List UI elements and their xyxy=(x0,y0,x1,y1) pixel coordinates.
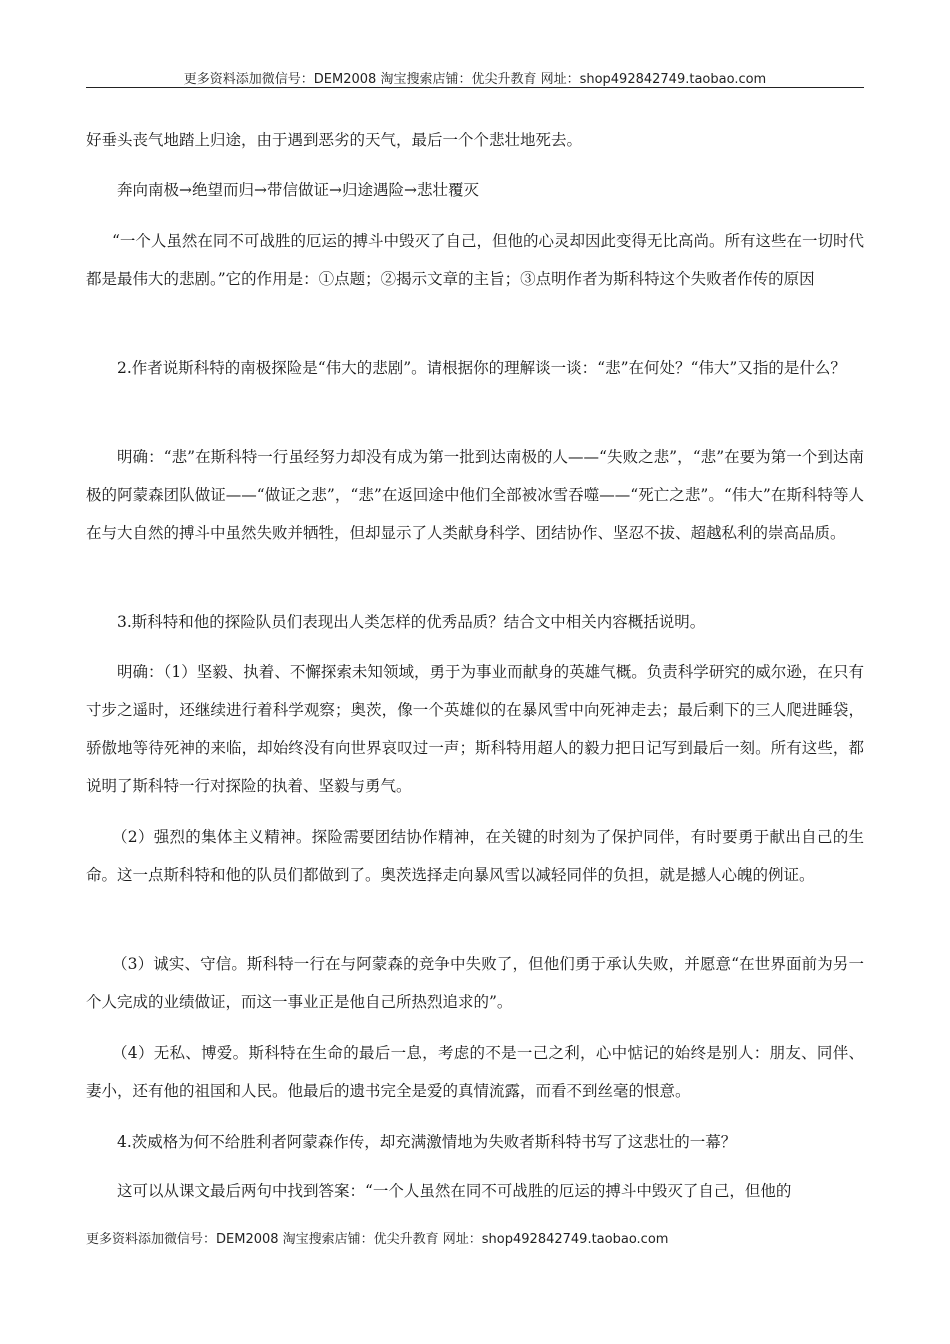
answer-4-start: 这可以从课文最后两句中找到答案：“一个人虽然在同不可战胜的厄运的搏斗中毁灭了自己，但他的 xyxy=(117,1182,792,1200)
question-2: 2.作者说斯科特的南极探险是“伟大的悲剧”。请根据你的理解谈一谈：“悲”在何处？“伟大”又指的是什么？ xyxy=(117,359,846,377)
paragraph-continuation: 好垂头丧气地踏上归途，由于遇到恶劣的天气，最后一个个悲壮地死去。 xyxy=(86,131,583,149)
answer-3-point-3: （3）诚实、守信。斯科特一行在与阿蒙森的竞争中失败了，但他们勇于承认失败，并愿意“在世界面前为另一个人完成的业绩做证，而这一事业正是他自己所热烈追求的”。 xyxy=(86,955,864,1011)
answer-3-point-1: 明确：（1）坚毅、执着、不懈探索未知领域，勇于为事业而献身的英雄气概。负责科学研究的威尔逊，在只有寸步之遥时，还继续进行着科学观察；奥茨，像一个英雄似的在暴风雪中向死神走去；最后剩下的三人爬进睡袋，骄傲地等待死神的来临，却始终没有向世界哀叹过一声；斯科特用超人的毅力把日记写到最后一刻。所有这些，都说明了斯科特一行对探险的执着、坚毅与勇气。 xyxy=(86,663,864,795)
paragraph-quote-function: “一个人虽然在同不可战胜的厄运的搏斗中毁灭了自己，但他的心灵却因此变得无比高尚。所有这些在一切时代都是最伟大的悲剧。”它的作用是：①点题；②揭示文章的主旨；③点明作者为斯科特这个失败者作传的原因 xyxy=(86,232,864,288)
answer-3-point-2: （2）强烈的集体主义精神。探险需要团结协作精神，在关键的时刻为了保护同伴，有时要勇于献出自己的生命。这一点斯科特和他的队员们都做到了。奥茨选择走向暴风雪以减轻同伴的负担，就是撼人心魄的例证。 xyxy=(86,828,864,884)
answer-3-point-4: （4）无私、博爱。斯科特在生命的最后一息，考虑的不是一己之利，心中惦记的始终是别人：朋友、同伴、妻小，还有他的祖国和人民。他最后的遗书完全是爱的真情流露，而看不到丝毫的恨意。 xyxy=(86,1044,864,1100)
question-3: 3.斯科特和他的探险队员们表现出人类怎样的优秀品质？结合文中相关内容概括说明。 xyxy=(117,613,706,631)
paragraph-plot-sequence: 奔向南极→绝望而归→带信做证→归途遇险→悲壮覆灭 xyxy=(117,181,479,199)
answer-2: 明确：“悲”在斯科特一行虽经努力却没有成为第一批到达南极的人——“失败之悲”，“悲”在要为第一个到达南极的阿蒙森团队做证——“做证之悲”，“悲”在返回途中他们全部被冰雪吞噬——“死亡之悲”。“伟大”在斯科特等人在与大自然的搏斗中虽然失败并牺牲，但却显示了人类献身科学、团结协作、坚忍不拔、超越私利的崇高品质。 xyxy=(86,448,864,542)
page-footer: 更多资料添加微信号：DEM2008 淘宝搜索店铺：优尖升教育 网址：shop492842749.taobao.com xyxy=(86,1232,669,1247)
page-header: 更多资料添加微信号：DEM2008 淘宝搜索店铺：优尖升教育 网址：shop492842749.taobao.com xyxy=(183,72,767,87)
question-4: 4.茨威格为何不给胜利者阿蒙森作传，却充满激情地为失败者斯科特书写了这悲壮的一幕？ xyxy=(117,1133,737,1151)
header-divider xyxy=(86,87,864,88)
